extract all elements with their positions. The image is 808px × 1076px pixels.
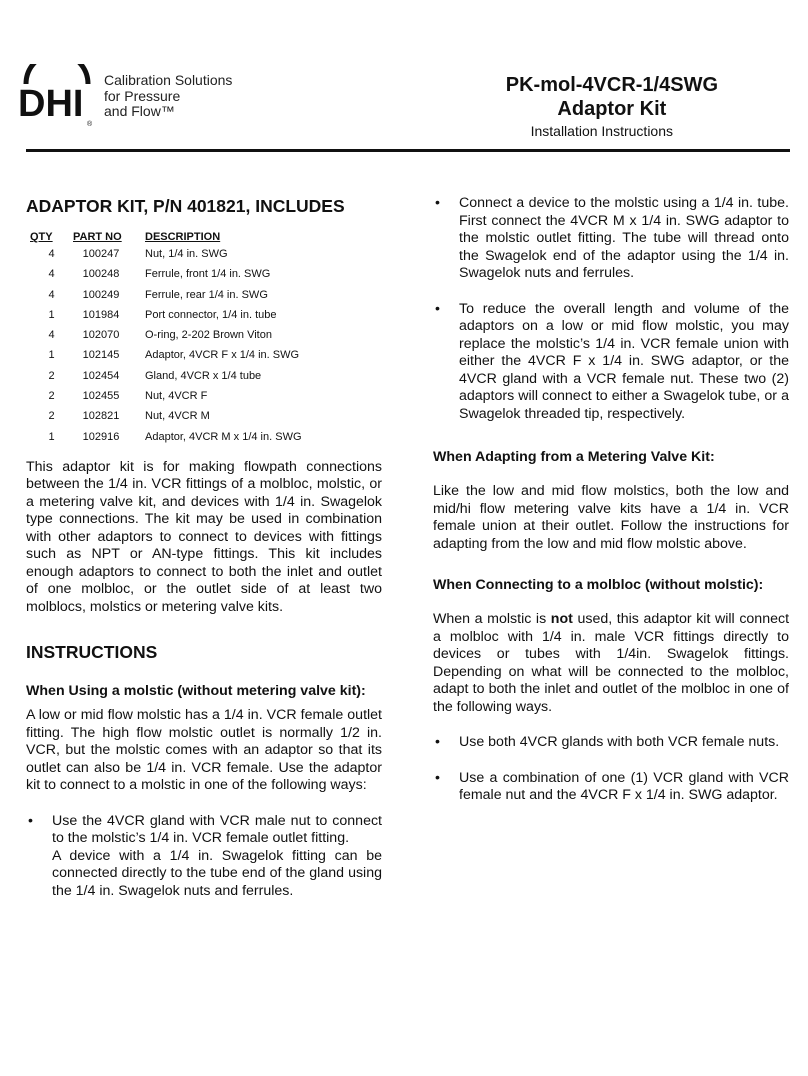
dhi-logo [16, 64, 98, 126]
part-cell: 102821 [82, 410, 120, 423]
col-qty: QTY [30, 231, 53, 243]
desc-cell: Ferrule, front 1/4 in. SWG [145, 268, 271, 281]
list-item [433, 770, 789, 805]
desc-cell: O-ring, 2-202 Brown Viton [145, 329, 272, 342]
bullet-icon: • [435, 734, 440, 750]
qty-cell: 4 [48, 268, 55, 281]
molbloc-text-emphasis: not [550, 611, 573, 627]
svg-text:®: ® [87, 121, 93, 126]
molbloc-bullet-list [433, 734, 789, 805]
qty-cell: 4 [48, 329, 55, 342]
table-row [30, 431, 302, 451]
part-cell: 100247 [82, 248, 120, 260]
document-subtitle: Installation Instructions [530, 123, 673, 139]
table-row [30, 410, 302, 430]
table-row [30, 268, 302, 288]
desc-cell: Nut, 4VCR F [145, 390, 208, 403]
list-item [433, 734, 789, 752]
right-column [433, 195, 789, 805]
bullet-3-text: To reduce the overall length and volume of the adaptors on a low or mid flow molstic, you may replace the molstic’s 1/4 in. VCR female union with either the 4VCR F x 1/4 in. SWG adaptor, or the 4VCR gland with a VCR female nut. These two (2) adaptors will connect to either a Swagelok tube, or a Swagelok threaded tip, respectively. [459, 300, 789, 422]
parts-table [30, 231, 302, 451]
bullet-4-text: Use both 4VCR glands with both VCR female nuts. [459, 734, 780, 750]
logo-text: DHI [18, 83, 84, 125]
bullet-icon: • [435, 300, 440, 317]
desc-cell: Adaptor, 4VCR M x 1/4 in. SWG [145, 430, 302, 443]
part-cell: 102916 [82, 430, 120, 443]
molbloc-text-end: used, this adaptor kit will connect a molbloc with 1/4 in. male VCR fittings directly to devices or tubes with 1/4in. Swagelok fittings. Depending on what will be connected to the molbloc, adapt to both the inlet and outlet of the molbloc in one of the following ways. [433, 611, 790, 715]
qty-cell: 1 [48, 308, 55, 321]
desc-cell: Adaptor, 4VCR F x 1/4 in. SWG [145, 349, 300, 362]
tagline [104, 73, 232, 120]
part-cell: 102145 [82, 349, 120, 362]
molstic-subheading: When Using a molstic (without metering valve kit): [26, 683, 366, 700]
molbloc-paragraph [433, 611, 789, 716]
qty-cell: 2 [48, 369, 55, 382]
molstic-bullet-list-continued [433, 195, 789, 423]
molstic-bullet-list [26, 813, 382, 901]
kit-intro-paragraph: This adaptor kit is for making flowpath connections between the 1/4 in. VCR fittings of a molbloc, molstic, or a metering valve kit, and devices with 1/4 in. Swagelok type connections. The kit may be used in combination with other adaptors to connect to devices with fittings such as NPT or AN-type fittings. This kit includes enough adaptors to connect to both the inlet and outlet of one molbloc, or the outlet side of at least two molblocs, molstics or metering valve kits. [26, 458, 382, 615]
bullet-icon: • [435, 195, 440, 211]
valve-subheading: When Adapting from a Metering Valve Kit: [433, 449, 715, 465]
document-title [506, 73, 718, 121]
table-row [30, 370, 302, 390]
dhi-logo-icon [16, 64, 98, 126]
title-line-2: Adaptor Kit [557, 98, 667, 120]
molbloc-subheading: When Connecting to a molbloc (without molstic): [433, 577, 764, 593]
qty-cell: 1 [48, 349, 55, 362]
part-cell: 101984 [82, 308, 120, 321]
bullet-5-text: Use a combination of one (1) VCR gland with VCR female nut and the 4VCR F x 1/4 in. SWG adaptor. [459, 769, 789, 803]
desc-cell: Ferrule, rear 1/4 in. SWG [145, 288, 268, 301]
table-row [30, 390, 302, 410]
header-divider [26, 149, 790, 152]
parts-table-header [30, 231, 302, 248]
table-row [30, 289, 302, 309]
kit-heading: ADAPTOR KIT, P/N 401821, INCLUDES [26, 196, 345, 216]
col-part-no: PART NO [73, 231, 122, 243]
list-item [433, 195, 789, 283]
part-cell: 102454 [82, 369, 120, 382]
part-cell: 102070 [82, 329, 120, 342]
bullet-icon: • [435, 769, 440, 786]
bullet-1-continuation: A device with a 1/4 in. Swagelok fitting can be connected directly to the tube end of the gland using the 1/4 in. Swagelok nuts and ferrules. [52, 847, 382, 899]
desc-cell: Nut, 1/4 in. SWG [145, 248, 228, 260]
list-item [433, 301, 789, 424]
qty-cell: 4 [48, 288, 55, 301]
col-description: DESCRIPTION [145, 231, 221, 243]
list-item [26, 813, 382, 901]
tagline-line-3: and Flow™ [104, 103, 175, 119]
qty-cell: 4 [48, 248, 55, 260]
desc-cell: Port connector, 1/4 in. tube [145, 308, 277, 321]
instructions-heading: INSTRUCTIONS [26, 642, 158, 663]
bullet-2-text: Connect a device to the molstic using a 1/4 in. tube. First connect the 4VCR M x 1/4 in. SWG adaptor to the molstic outlet fitting. The tube will thread onto the Swagelok end of the adaptor using the 1/4 in. Swagelok nuts and ferrules. [459, 195, 789, 281]
molstic-paragraph: A low or mid flow molstic has a 1/4 in. VCR female outlet fitting. The high flow molstic outlet is normally 1/2 in. VCR, but the molstic comes with an adaptor so that its outlet can also be 1/4 in. VCR female. Use the adaptor kit to connect to a molstic in one of the following ways: [26, 707, 382, 794]
table-row [30, 248, 302, 268]
desc-cell: Nut, 4VCR M [145, 410, 210, 423]
tagline-line-2: for Pressure [104, 87, 181, 104]
table-row [30, 309, 302, 329]
qty-cell: 1 [48, 430, 55, 443]
part-cell: 100248 [82, 268, 120, 281]
qty-cell: 2 [48, 410, 55, 423]
bullet-1-text: Use the 4VCR gland with VCR male nut to connect to the molstic’s 1/4 in. VCR female outlet fitting. [52, 812, 382, 847]
desc-cell: Gland, 4VCR x 1/4 tube [145, 369, 262, 382]
tagline-line-1: Calibration Solutions [104, 72, 233, 88]
table-row [30, 349, 302, 369]
part-cell: 102455 [82, 390, 120, 403]
qty-cell: 2 [48, 390, 55, 403]
molbloc-text-start: When a molstic is [433, 611, 551, 627]
table-row [30, 329, 302, 349]
left-column [26, 196, 382, 900]
part-cell: 100249 [82, 288, 120, 301]
valve-paragraph: Like the low and mid flow molstics, both the low and mid/hi flow metering valve kits have a 1/4 in. VCR female union at their outlet. Follow the instructions for adapting from the low and mid flow molstic above. [433, 483, 789, 552]
bullet-icon: • [28, 812, 33, 829]
title-line-1: PK-mol-4VCR-1/4SWG [505, 74, 718, 96]
